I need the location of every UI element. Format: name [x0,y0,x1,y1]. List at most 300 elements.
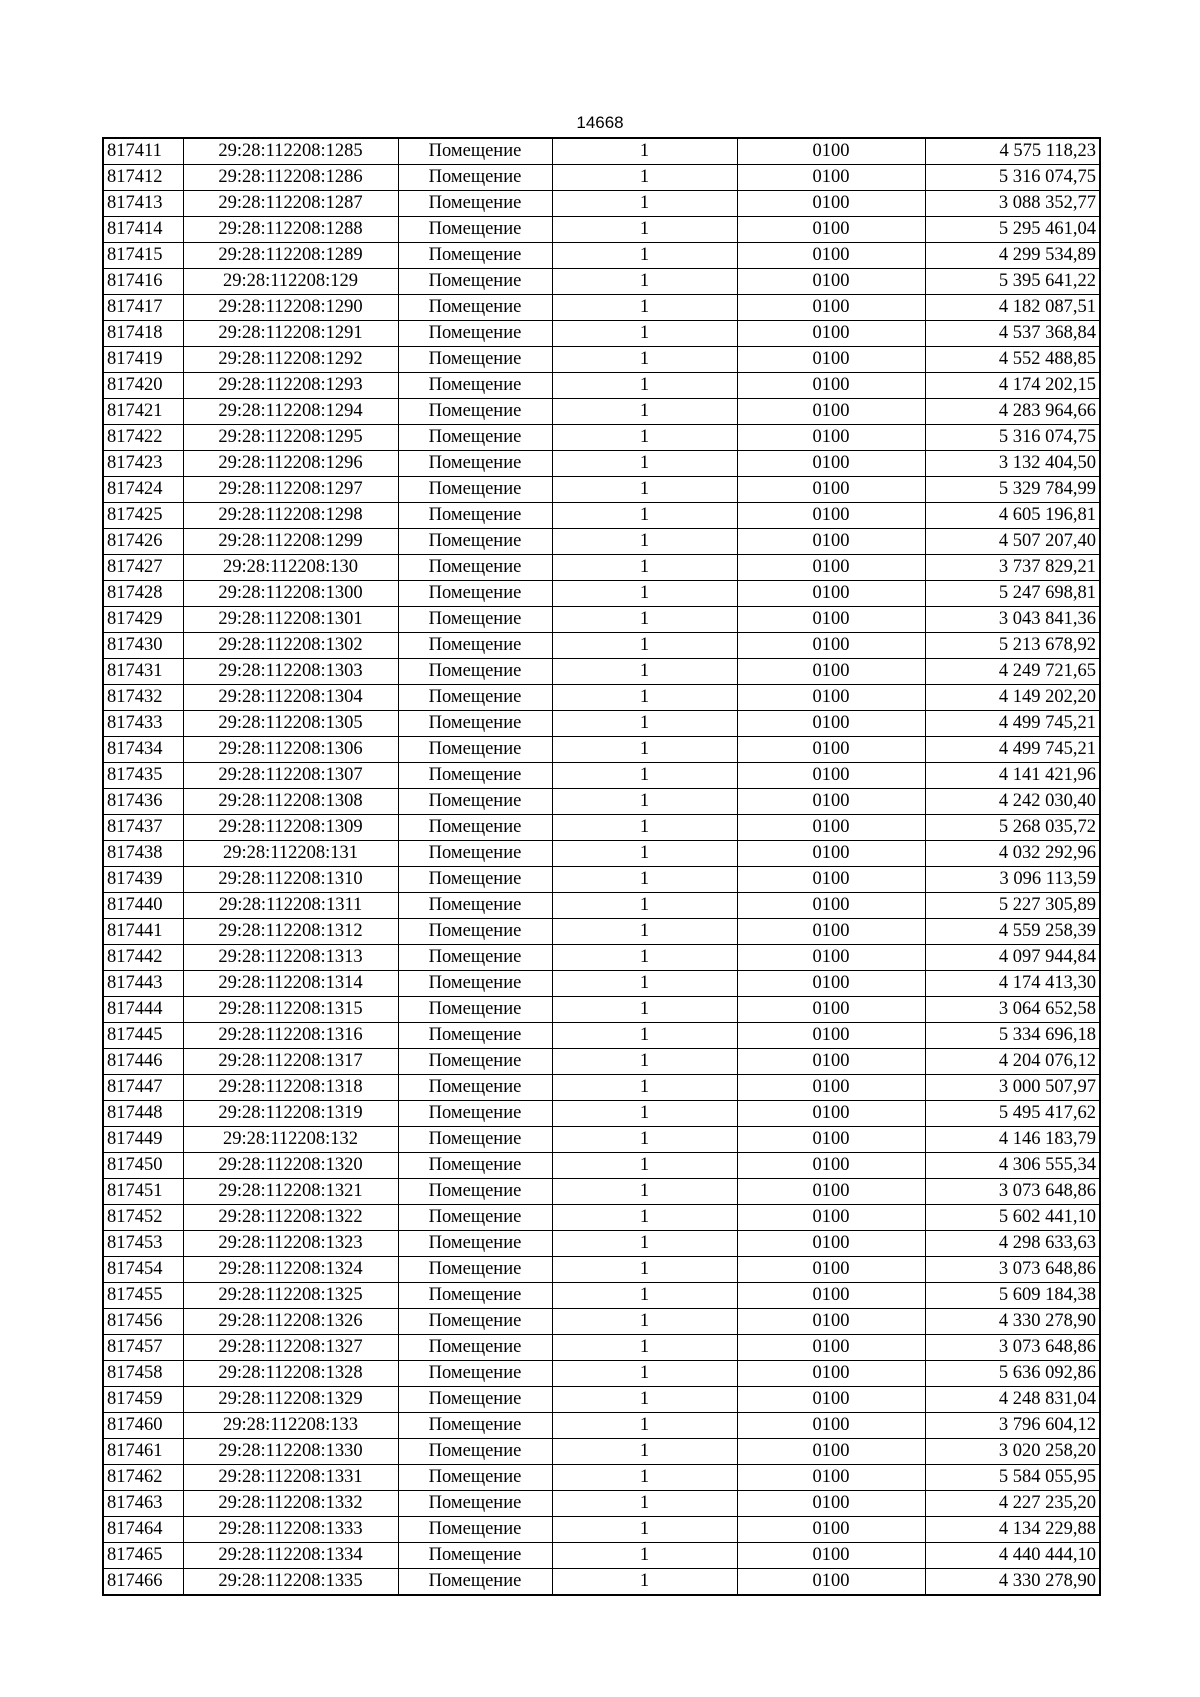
cadastral-value-cell: 4 204 076,12 [925,1049,1100,1075]
code-cell: 0100 [737,1439,925,1465]
code-cell: 0100 [737,1179,925,1205]
cadastral-value-cell: 5 602 441,10 [925,1205,1100,1231]
table-row [103,971,1100,997]
code-cell: 0100 [737,841,925,867]
code-cell: 0100 [737,1205,925,1231]
cadastral-value-cell: 3 088 352,77 [925,191,1100,217]
cadastral-value-cell: 4 575 118,23 [925,138,1100,165]
code-cell: 0100 [737,347,925,373]
object-type-cell: Помещение [398,1023,552,1049]
cadastral-value-cell: 4 249 721,65 [925,659,1100,685]
code-cell: 0100 [737,763,925,789]
row-number-cell: 817454 [103,1257,183,1283]
code-cell: 0100 [737,789,925,815]
object-type-cell: Помещение [398,945,552,971]
code-cell: 0100 [737,1413,925,1439]
cadastral-number-cell: 29:28:112208:1287 [183,191,398,217]
cadastral-value-cell: 4 182 087,51 [925,295,1100,321]
cadastral-number-cell: 29:28:112208:1317 [183,1049,398,1075]
cadastral-number-cell: 29:28:112208:1319 [183,1101,398,1127]
table-row [103,1569,1100,1596]
table-row [103,1465,1100,1491]
row-number-cell: 817438 [103,841,183,867]
table-row [103,815,1100,841]
table-row [103,893,1100,919]
table-row [103,685,1100,711]
object-type-cell: Помещение [398,1153,552,1179]
cadastral-number-cell: 29:28:112208:1292 [183,347,398,373]
quantity-cell: 1 [552,399,737,425]
object-type-cell: Помещение [398,1257,552,1283]
quantity-cell: 1 [552,425,737,451]
code-cell: 0100 [737,997,925,1023]
cadastral-number-cell: 29:28:112208:1291 [183,321,398,347]
object-type-cell: Помещение [398,737,552,763]
quantity-cell: 1 [552,165,737,191]
table-row [103,1101,1100,1127]
table-row [103,1231,1100,1257]
cadastral-value-cell: 3 000 507,97 [925,1075,1100,1101]
cadastral-value-cell: 4 174 413,30 [925,971,1100,997]
object-type-cell: Помещение [398,1205,552,1231]
object-type-cell: Помещение [398,607,552,633]
cadastral-value-cell: 4 227 235,20 [925,1491,1100,1517]
code-cell: 0100 [737,1075,925,1101]
object-type-cell: Помещение [398,399,552,425]
table-row [103,711,1100,737]
quantity-cell: 1 [552,659,737,685]
cadastral-value-cell: 4 032 292,96 [925,841,1100,867]
object-type-cell: Помещение [398,425,552,451]
table-row [103,425,1100,451]
table-row [103,1387,1100,1413]
row-number-cell: 817439 [103,867,183,893]
code-cell: 0100 [737,581,925,607]
object-type-cell: Помещение [398,1127,552,1153]
quantity-cell: 1 [552,529,737,555]
row-number-cell: 817415 [103,243,183,269]
quantity-cell: 1 [552,269,737,295]
cadastral-value-cell: 3 020 258,20 [925,1439,1100,1465]
quantity-cell: 1 [552,138,737,165]
quantity-cell: 1 [552,789,737,815]
table-row [103,529,1100,555]
quantity-cell: 1 [552,607,737,633]
quantity-cell: 1 [552,1309,737,1335]
row-number-cell: 817444 [103,997,183,1023]
cadastral-value-cell: 3 073 648,86 [925,1257,1100,1283]
code-cell: 0100 [737,503,925,529]
cadastral-number-cell: 29:28:112208:1286 [183,165,398,191]
cadastral-number-cell: 29:28:112208:1318 [183,1075,398,1101]
cadastral-number-cell: 29:28:112208:1295 [183,425,398,451]
quantity-cell: 1 [552,1153,737,1179]
object-type-cell: Помещение [398,165,552,191]
object-type-cell: Помещение [398,633,552,659]
code-cell: 0100 [737,815,925,841]
row-number-cell: 817430 [103,633,183,659]
cadastral-value-cell: 4 097 944,84 [925,945,1100,971]
cadastral-value-cell: 5 636 092,86 [925,1361,1100,1387]
quantity-cell: 1 [552,347,737,373]
object-type-cell: Помещение [398,789,552,815]
cadastral-number-cell: 29:28:112208:1294 [183,399,398,425]
object-type-cell: Помещение [398,1517,552,1543]
cadastral-value-cell: 5 334 696,18 [925,1023,1100,1049]
row-number-cell: 817446 [103,1049,183,1075]
object-type-cell: Помещение [398,1387,552,1413]
cadastral-value-cell: 5 495 417,62 [925,1101,1100,1127]
object-type-cell: Помещение [398,477,552,503]
cadastral-value-cell: 4 440 444,10 [925,1543,1100,1569]
quantity-cell: 1 [552,841,737,867]
table-row [103,1283,1100,1309]
cadastral-number-cell: 29:28:112208:1315 [183,997,398,1023]
quantity-cell: 1 [552,815,737,841]
object-type-cell: Помещение [398,1569,552,1596]
quantity-cell: 1 [552,1387,737,1413]
cadastral-number-cell: 29:28:112208:132 [183,1127,398,1153]
table-row [103,867,1100,893]
quantity-cell: 1 [552,1257,737,1283]
page-number: 14668 [576,113,624,132]
cadastral-number-cell: 29:28:112208:1285 [183,138,398,165]
quantity-cell: 1 [552,1179,737,1205]
quantity-cell: 1 [552,737,737,763]
quantity-cell: 1 [552,1231,737,1257]
code-cell: 0100 [737,1283,925,1309]
code-cell: 0100 [737,191,925,217]
cadastral-value-cell: 3 064 652,58 [925,997,1100,1023]
quantity-cell: 1 [552,295,737,321]
code-cell: 0100 [737,1257,925,1283]
cadastral-number-cell: 29:28:112208:1309 [183,815,398,841]
object-type-cell: Помещение [398,451,552,477]
cadastral-number-cell: 29:28:112208:1327 [183,1335,398,1361]
object-type-cell: Помещение [398,841,552,867]
code-cell: 0100 [737,1101,925,1127]
code-cell: 0100 [737,607,925,633]
cadastral-value-cell: 4 552 488,85 [925,347,1100,373]
row-number-cell: 817414 [103,217,183,243]
quantity-cell: 1 [552,217,737,243]
row-number-cell: 817443 [103,971,183,997]
cadastral-value-cell: 4 174 202,15 [925,373,1100,399]
code-cell: 0100 [737,451,925,477]
object-type-cell: Помещение [398,138,552,165]
row-number-cell: 817453 [103,1231,183,1257]
code-cell: 0100 [737,1465,925,1491]
object-type-cell: Помещение [398,893,552,919]
cadastral-number-cell: 29:28:112208:1313 [183,945,398,971]
object-type-cell: Помещение [398,555,552,581]
object-type-cell: Помещение [398,581,552,607]
cadastral-number-cell: 29:28:112208:1329 [183,1387,398,1413]
object-type-cell: Помещение [398,867,552,893]
table-row [103,1127,1100,1153]
row-number-cell: 817452 [103,1205,183,1231]
cadastral-value-cell: 4 499 745,21 [925,737,1100,763]
cadastral-value-cell: 4 141 421,96 [925,763,1100,789]
row-number-cell: 817466 [103,1569,183,1596]
object-type-cell: Помещение [398,763,552,789]
code-cell: 0100 [737,555,925,581]
cadastral-number-cell: 29:28:112208:1322 [183,1205,398,1231]
object-type-cell: Помещение [398,1179,552,1205]
object-type-cell: Помещение [398,243,552,269]
cadastral-value-cell: 5 247 698,81 [925,581,1100,607]
quantity-cell: 1 [552,321,737,347]
row-number-cell: 817429 [103,607,183,633]
code-cell: 0100 [737,633,925,659]
row-number-cell: 817440 [103,893,183,919]
cadastral-number-cell: 29:28:112208:1290 [183,295,398,321]
table-row [103,789,1100,815]
object-type-cell: Помещение [398,659,552,685]
row-number-cell: 817417 [103,295,183,321]
cadastral-number-cell: 29:28:112208:1333 [183,1517,398,1543]
table-row [103,503,1100,529]
cadastral-value-cell: 4 507 207,40 [925,529,1100,555]
row-number-cell: 817457 [103,1335,183,1361]
object-type-cell: Помещение [398,1101,552,1127]
cadastral-value-cell: 4 299 534,89 [925,243,1100,269]
cadastral-number-cell: 29:28:112208:1300 [183,581,398,607]
cadastral-number-cell: 29:28:112208:129 [183,269,398,295]
table-row [103,295,1100,321]
cadastral-value-cell: 3 132 404,50 [925,451,1100,477]
quantity-cell: 1 [552,685,737,711]
object-type-cell: Помещение [398,1465,552,1491]
object-type-cell: Помещение [398,1283,552,1309]
row-number-cell: 817427 [103,555,183,581]
code-cell: 0100 [737,269,925,295]
cadastral-number-cell: 29:28:112208:1321 [183,1179,398,1205]
quantity-cell: 1 [552,1413,737,1439]
cadastral-value-cell: 5 295 461,04 [925,217,1100,243]
cadastral-value-cell: 3 073 648,86 [925,1335,1100,1361]
table-row [103,633,1100,659]
table-row [103,555,1100,581]
code-cell: 0100 [737,659,925,685]
code-cell: 0100 [737,1335,925,1361]
table-row [103,841,1100,867]
quantity-cell: 1 [552,1049,737,1075]
table-row [103,607,1100,633]
cadastral-number-cell: 29:28:112208:1334 [183,1543,398,1569]
cadastral-number-cell: 29:28:112208:1297 [183,477,398,503]
row-number-cell: 817436 [103,789,183,815]
cadastral-value-cell: 3 043 841,36 [925,607,1100,633]
code-cell: 0100 [737,685,925,711]
cadastral-value-cell: 5 316 074,75 [925,425,1100,451]
table-row [103,1413,1100,1439]
quantity-cell: 1 [552,919,737,945]
table-row [103,659,1100,685]
object-type-cell: Помещение [398,321,552,347]
cadastral-number-cell: 29:28:112208:1302 [183,633,398,659]
cadastral-value-cell: 5 316 074,75 [925,165,1100,191]
quantity-cell: 1 [552,1127,737,1153]
table-row [103,1205,1100,1231]
table-row [103,1543,1100,1569]
row-number-cell: 817424 [103,477,183,503]
cadastral-number-cell: 29:28:112208:1325 [183,1283,398,1309]
cadastral-value-cell: 4 559 258,39 [925,919,1100,945]
object-type-cell: Помещение [398,919,552,945]
code-cell: 0100 [737,971,925,997]
table-row [103,321,1100,347]
code-cell: 0100 [737,945,925,971]
row-number-cell: 817421 [103,399,183,425]
table-row [103,1361,1100,1387]
quantity-cell: 1 [552,997,737,1023]
cadastral-number-cell: 29:28:112208:1323 [183,1231,398,1257]
cadastral-number-cell: 29:28:112208:1289 [183,243,398,269]
row-number-cell: 817465 [103,1543,183,1569]
cadastral-number-cell: 29:28:112208:1330 [183,1439,398,1465]
table-row [103,737,1100,763]
table-row [103,945,1100,971]
cadastral-value-cell: 5 609 184,38 [925,1283,1100,1309]
cadastral-number-cell: 29:28:112208:1301 [183,607,398,633]
object-type-cell: Помещение [398,1075,552,1101]
cadastral-value-cell: 5 213 678,92 [925,633,1100,659]
table-row [103,399,1100,425]
quantity-cell: 1 [552,1205,737,1231]
cadastral-value-cell: 4 306 555,34 [925,1153,1100,1179]
code-cell: 0100 [737,529,925,555]
quantity-cell: 1 [552,633,737,659]
code-cell: 0100 [737,321,925,347]
code-cell: 0100 [737,138,925,165]
object-type-cell: Помещение [398,1543,552,1569]
quantity-cell: 1 [552,945,737,971]
cadastral-number-cell: 29:28:112208:1303 [183,659,398,685]
row-number-cell: 817462 [103,1465,183,1491]
cadastral-number-cell: 29:28:112208:1296 [183,451,398,477]
table-row [103,581,1100,607]
cadastral-value-cell: 4 537 368,84 [925,321,1100,347]
object-type-cell: Помещение [398,711,552,737]
table-row [103,1153,1100,1179]
object-type-cell: Помещение [398,997,552,1023]
table-row [103,477,1100,503]
object-type-cell: Помещение [398,503,552,529]
quantity-cell: 1 [552,1023,737,1049]
object-type-cell: Помещение [398,529,552,555]
table-row [103,1179,1100,1205]
code-cell: 0100 [737,243,925,269]
row-number-cell: 817416 [103,269,183,295]
cadastral-value-cell: 4 248 831,04 [925,1387,1100,1413]
cadastral-value-cell: 5 227 305,89 [925,893,1100,919]
row-number-cell: 817458 [103,1361,183,1387]
row-number-cell: 817450 [103,1153,183,1179]
row-number-cell: 817434 [103,737,183,763]
quantity-cell: 1 [552,477,737,503]
row-number-cell: 817445 [103,1023,183,1049]
row-number-cell: 817426 [103,529,183,555]
object-type-cell: Помещение [398,217,552,243]
cadastral-number-cell: 29:28:112208:1326 [183,1309,398,1335]
quantity-cell: 1 [552,451,737,477]
row-number-cell: 817456 [103,1309,183,1335]
table-row [103,1517,1100,1543]
cadastral-value-cell: 4 499 745,21 [925,711,1100,737]
code-cell: 0100 [737,867,925,893]
quantity-cell: 1 [552,1075,737,1101]
quantity-cell: 1 [552,1569,737,1596]
code-cell: 0100 [737,1517,925,1543]
cadastral-number-cell: 29:28:112208:1304 [183,685,398,711]
code-cell: 0100 [737,1361,925,1387]
cadastral-number-cell: 29:28:112208:1310 [183,867,398,893]
row-number-cell: 817411 [103,138,183,165]
row-number-cell: 817459 [103,1387,183,1413]
object-type-cell: Помещение [398,269,552,295]
row-number-cell: 817420 [103,373,183,399]
table-row [103,217,1100,243]
code-cell: 0100 [737,737,925,763]
code-cell: 0100 [737,373,925,399]
quantity-cell: 1 [552,711,737,737]
row-number-cell: 817422 [103,425,183,451]
quantity-cell: 1 [552,1543,737,1569]
cadastral-number-cell: 29:28:112208:1324 [183,1257,398,1283]
cadastral-number-cell: 29:28:112208:130 [183,555,398,581]
cadastral-value-cell: 4 242 030,40 [925,789,1100,815]
row-number-cell: 817412 [103,165,183,191]
code-cell: 0100 [737,399,925,425]
cadastral-value-cell: 3 073 648,86 [925,1179,1100,1205]
cadastral-number-cell: 29:28:112208:1335 [183,1569,398,1596]
table-row [103,1309,1100,1335]
quantity-cell: 1 [552,893,737,919]
cadastral-number-cell: 29:28:112208:1312 [183,919,398,945]
quantity-cell: 1 [552,1335,737,1361]
row-number-cell: 817461 [103,1439,183,1465]
cadastral-value-cell: 4 146 183,79 [925,1127,1100,1153]
row-number-cell: 817413 [103,191,183,217]
quantity-cell: 1 [552,971,737,997]
code-cell: 0100 [737,893,925,919]
object-type-cell: Помещение [398,815,552,841]
registry-table [102,137,1101,1596]
code-cell: 0100 [737,1023,925,1049]
cadastral-number-cell: 29:28:112208:1331 [183,1465,398,1491]
cadastral-number-cell: 29:28:112208:1311 [183,893,398,919]
cadastral-value-cell: 4 605 196,81 [925,503,1100,529]
row-number-cell: 817442 [103,945,183,971]
quantity-cell: 1 [552,763,737,789]
cadastral-value-cell: 5 268 035,72 [925,815,1100,841]
row-number-cell: 817433 [103,711,183,737]
row-number-cell: 817460 [103,1413,183,1439]
cadastral-value-cell: 5 584 055,95 [925,1465,1100,1491]
object-type-cell: Помещение [398,685,552,711]
row-number-cell: 817425 [103,503,183,529]
table-row [103,763,1100,789]
table-row [103,451,1100,477]
cadastral-value-cell: 4 283 964,66 [925,399,1100,425]
row-number-cell: 817464 [103,1517,183,1543]
table-row [103,243,1100,269]
row-number-cell: 817423 [103,451,183,477]
object-type-cell: Помещение [398,347,552,373]
cadastral-number-cell: 29:28:112208:1299 [183,529,398,555]
code-cell: 0100 [737,711,925,737]
